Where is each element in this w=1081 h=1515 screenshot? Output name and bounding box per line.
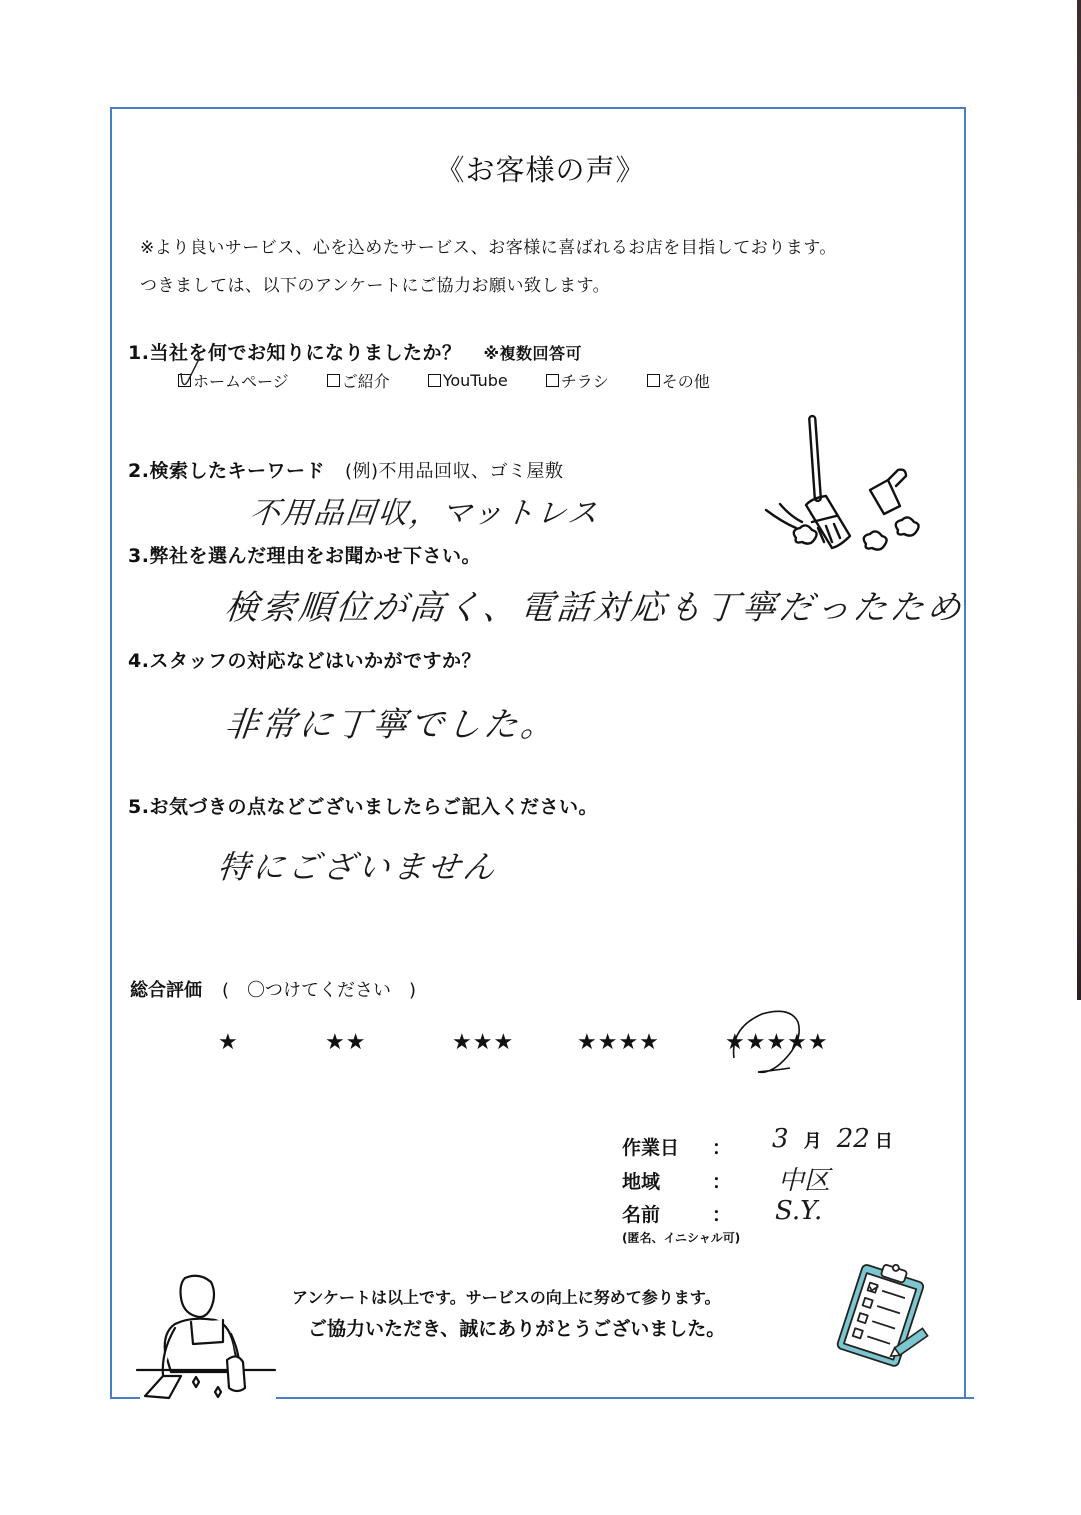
question-2 (128, 456, 564, 483)
answer-4-handwritten[interactable]: 非常に丁寧でした。 (222, 705, 560, 745)
option-homepage[interactable]: ホームページ (178, 369, 289, 392)
cleaning-person-icon (135, 1272, 280, 1407)
closing-line-2: ご協力いただき、誠にありがとうございました。 (308, 1318, 726, 1340)
rating-option-3[interactable]: ★★★ (452, 1030, 515, 1055)
closing-line-1: アンケートは以上です。サービスの向上に努めて参ります。 (292, 1288, 721, 1307)
question-1-options (178, 369, 748, 392)
intro-line-1: ※より良いサービス、心を込めたサービス、お客様に喜ばれるお店を目指しております。 (140, 238, 837, 258)
anonymous-note: (匿名、イニシャル可) (622, 1231, 741, 1245)
name-label: 名前 (622, 1204, 661, 1226)
rating-option-4[interactable]: ★★★★ (577, 1030, 660, 1055)
option-youtube[interactable]: YouTube (428, 369, 508, 392)
handwritten-check-icon (176, 355, 206, 391)
multiple-answer-note: ※複数回答可 (483, 344, 583, 363)
question-5: 5.お気づきの点などございましたらご記入ください。 (128, 796, 598, 818)
question-1-label: 1.当社を何でお知りになりましたか？ (128, 342, 462, 364)
rating-circle-mark-icon (728, 1008, 808, 1076)
question-4: 4.スタッフの対応などはいかがですか？ (128, 650, 481, 672)
work-date-day: 22 (836, 1124, 870, 1154)
rating-option-1[interactable]: ★ (218, 1030, 239, 1055)
checkbox-youtube[interactable] (428, 374, 441, 387)
question-3: 3.弊社を選んだ理由をお聞かせ下さい。 (128, 545, 481, 567)
option-flyer[interactable]: チラシ (546, 369, 609, 392)
overall-rating-label: 総合評価 ( 〇つけてください ) (130, 980, 417, 1001)
work-date-label: 作業日 (622, 1137, 680, 1159)
work-date-month: 3 (772, 1124, 789, 1154)
name-value[interactable]: S.Y. (775, 1196, 823, 1226)
checkbox-referral[interactable] (327, 374, 340, 387)
checkbox-other[interactable] (647, 374, 660, 387)
page-title: 《お客様の声》 (435, 153, 646, 187)
broom-dustpan-icon (760, 410, 935, 560)
area-label: 地域 (622, 1171, 661, 1193)
question-2-label: 2.検索したキーワード (128, 460, 325, 482)
frame-bottom-right (276, 1397, 974, 1399)
rating-option-5[interactable]: ★★★★★ (725, 1030, 829, 1055)
answer-5-handwritten[interactable]: 特にございません (215, 848, 500, 886)
rating-instruction: ( 〇つけてください ) (222, 980, 417, 1001)
name-colon: ： (712, 1204, 732, 1226)
work-date-field[interactable]: 3 月 22 日 (772, 1124, 893, 1154)
option-other[interactable]: その他 (647, 369, 710, 392)
option-referral[interactable]: ご紹介 (327, 369, 390, 392)
intro-line-2: つきましては、以下のアンケートにご協力お願い致します。 (140, 276, 611, 296)
area-colon: ： (712, 1171, 732, 1193)
question-2-example: (例)不用品回収、ゴミ屋敷 (344, 461, 564, 482)
rating-option-2[interactable]: ★★ (325, 1030, 367, 1055)
answer-2-handwritten[interactable]: 不用品回収，マットレス (247, 496, 602, 531)
survey-frame (110, 107, 966, 1399)
area-value[interactable]: 中区 (778, 1166, 831, 1196)
checkbox-flyer[interactable] (546, 374, 559, 387)
clipboard-checklist-icon (830, 1262, 935, 1372)
answer-3-handwritten[interactable]: 検索順位が高く、電話対応も丁寧だったため (222, 588, 967, 628)
work-date-colon: ： (712, 1137, 732, 1159)
